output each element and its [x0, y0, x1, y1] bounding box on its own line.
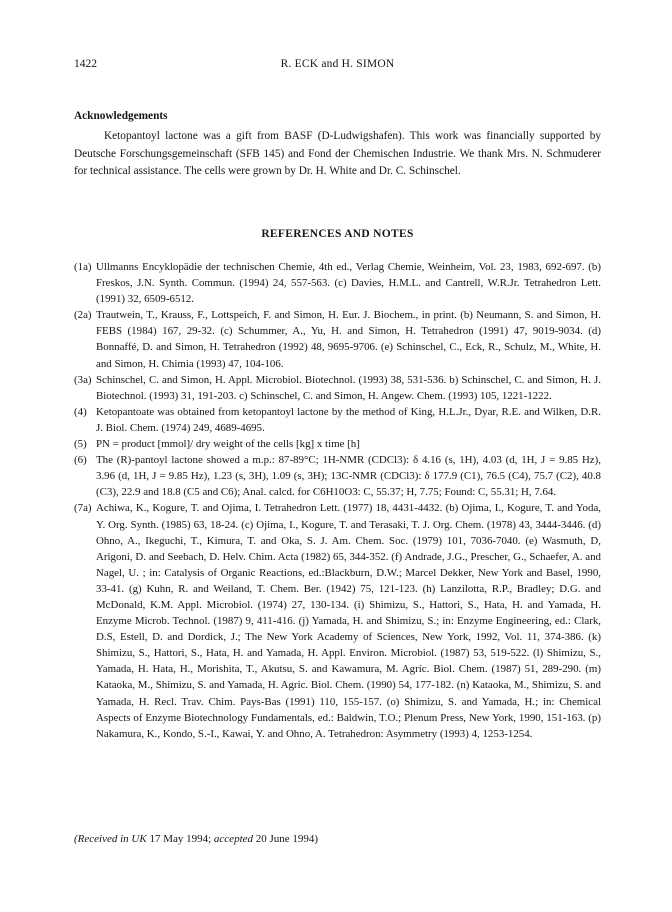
reference-label: (7a) — [74, 502, 92, 515]
references-list — [74, 259, 601, 742]
acknowledgements-body: Ketopantoyl lactone was a gift from BASF (D-Ludwigshafen). This work was financially supported by Deutsche Forschungsgemeinschaft (SFB 145) and Fond der Chemischen Industrie. We thank Mrs. N. Schmuderer for technical assistance. The cells were grown by Dr. H. White and Dr. C. Schinschel. — [74, 130, 601, 177]
reference-label: (5) — [74, 438, 87, 451]
reference-item — [74, 259, 601, 307]
reference-label: (3a) — [74, 373, 92, 386]
reference-item — [74, 436, 601, 452]
acknowledgements-heading: Acknowledgements — [74, 110, 168, 122]
received-accepted-note: (Received in UK 17 May 1994; accepted 20 June 1994) — [74, 833, 319, 845]
reference-text: Ketopantoate was obtained from ketopantoyl lactone by the method of King, H.L.Jr., Dyar, R.E. and Wilken, D.R. J. Biol. Chem. (1974) 249, 4689-4695. — [96, 405, 601, 434]
reference-text: Trautwein, T., Krauss, F., Lottspeich, F. and Simon, H. Eur. J. Biochem., in print. (b) Neumann, S. and Simon, H. FEBS (1984) 167, 29-32. (c) Schummer, A., Yu, H. and Simon, H. Tetrahedron (1991) 47, 9019-9034. (d) Bonnaffé, D. and Simon, H. Tetrahedron (1992) 48, 9695-9706. (e) Schinschel, C., Eck, R., Schulz, M., White, H. and Simon, H. Chimia (1993) 47, 104-106. — [96, 309, 601, 370]
reference-item — [74, 307, 601, 371]
reference-text: Achiwa, K., Kogure, T. and Ojima, I. Tetrahedron Lett. (1977) 18, 4431-4432. (b) Ojima, I., Kogure, T. and Yoda, Y. Org. Synth. (1985) 63, 18-24. (c) Ojima, I., Kogure, T. and Terasaki, T. J. Org. Chem. (1978) 43, 3444-3446. (d) Ohno, A., Ikeguchi, T., Kimura, T. and Oka, S. J. Am. Chem. Soc. (1979) 101, 7036-7040. (e) Wasmuth, D, Arigoni, D. and Seebach, D. Helv. Chim. Acta (1982) 65, 344-352. (f) Andrade, J.G., Prescher, G., Schaefer, A. and Nagel, U. ; in: Catalysis of Organic Reactions, ed.:Blackburn, D.W.; Marcel Dekker, New York and Basel, 1990, 33-41. (g) Kuhn, R. and Weiland, T. Chem. Ber. (1942) 75, 121-123. (h) Lanzilotta, R.P., Bradley; D.G. and McDonald, K.M. Appl. Microbiol. (1974) 27, 130-134. (i) Shimizu, S., Hattori, S., Hata, H. and Yamada, H. Enzyme Microb. Technol. (1987) 9, 411-416. (j) Yamada, H. and Shimizu, S.; in: Enzyme Engineering, ed.: Clark, D.S, Estell, D. and Dordick, J.; The New York Academy of Sciences, New York, 1992, Vol. 11, 374-386. (k) Shimizu, S., Hattori, S., Hata, H. and Yamada, H. Appl. Environ. Microbiol. (1987) 53, 519-522. (l) Shimizu, S., Yamada, H. Hata, H., Morishita, T., Akutsu, S. and Kawamura, M. Agric. Biol. Chem. (1987) 51, 289-290. (m) Kataoka, M., Shimizu, S. and Yamada, H. Agric. Biol. Chem. (1990) 54, 177-182. (n) Kataoka, M., Shimizu, S. and Yamada, H. Recl. Trav. Chim. Pays-Bas (1991) 110, 155-157. (o) Shimizu, S. and Yamada, H.; in: Chemical Aspects of Enzyme Biotechnology Fundamentals, ed.: Baldwin, T.O.; Plenum Press, New York, 1990, 151-163. (p) Nakamura, K., Kondo, S.-I., Kawai, Y. and Ohno, A. Tetrahedron: Asymmetry (1993) 4, 1253-1254. — [96, 502, 601, 740]
reference-text: Ullmanns Encyklopädie der technischen Chemie, 4th ed., Verlag Chemie, Weinheim, Vol. 23, 1983, 692-697. (b) Freskos, J.N. Synth. Commun. (1994) 24, 557-563. (c) Davies, H.M.L. and Cantrell, W.R.Jr. Tetrahedron Lett. (1991) 32, 6509-6512. — [96, 261, 601, 306]
reference-item — [74, 452, 601, 500]
reference-label: (4) — [74, 405, 87, 418]
acknowledgements-section — [74, 108, 601, 180]
reference-label: (1a) — [74, 261, 92, 273]
running-head-authors: R. ECK and H. SIMON — [280, 58, 395, 70]
reference-item — [74, 404, 601, 436]
reference-item — [74, 372, 601, 404]
reference-item — [74, 500, 601, 741]
reference-text: PN = product [mmol]/ dry weight of the cells [kg] x time [h] — [96, 438, 360, 451]
reference-text: The (R)-pantoyl lactone showed a m.p.: 87-89°C; 1H-NMR (CDCl3): δ 4.16 (s, 1H), 4.03 (d, 1H, J = 9.85 Hz), 3.96 (d, 1H, J = 9.85 Hz), 1.23 (s, 3H), 1.09 (s, 3H); 13C-NMR (CDCl3): δ 177.9 (C1), 76.5 (C4), 75.7 (C2), 40.8 (C3), 22.9 and 18.8 (C5 and C6); Anal. calcd. for C6H10O3: C, 55.37; H, 7.75; Found: C, 55.31; H, 7.64. — [96, 454, 601, 499]
page-number: 1422 — [74, 58, 97, 70]
reference-label: (2a) — [74, 309, 92, 322]
reference-label: (6) — [74, 454, 87, 467]
page-header — [74, 58, 601, 74]
references-heading: REFERENCES AND NOTES — [261, 228, 414, 240]
reference-text: Schinschel, C. and Simon, H. Appl. Microbiol. Biotechnol. (1993) 38, 531-536. b) Schinschel, C. and Simon, H. J. Biotechnol. (1993) 31, 191-203. c) Schinschel, C. and Simon, H. Angew. Chem. (1993) 105, 1221-1222. — [96, 373, 601, 402]
